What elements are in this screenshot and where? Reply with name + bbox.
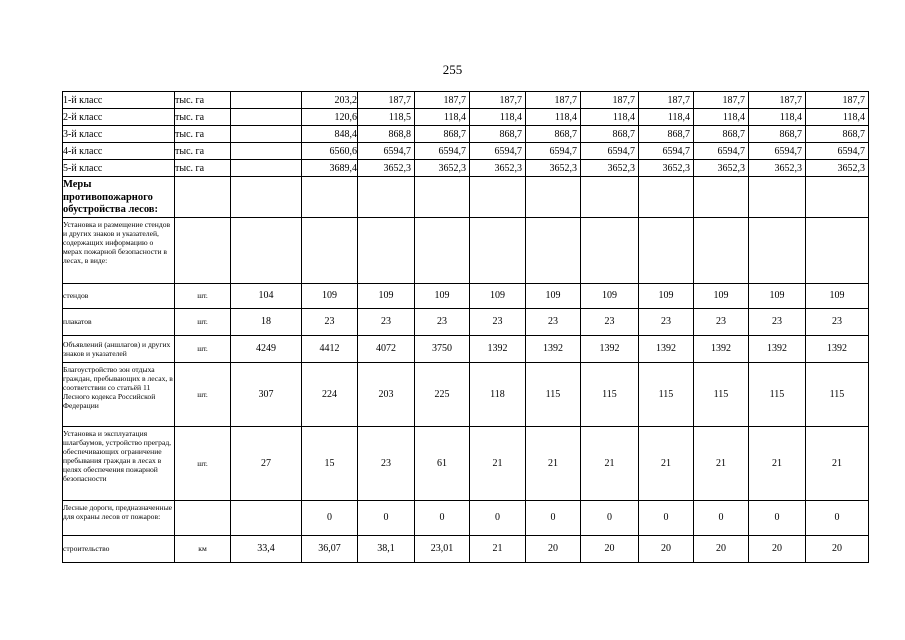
value-cell: 20 bbox=[526, 535, 581, 562]
value-cell: 109 bbox=[581, 283, 639, 308]
value-cell bbox=[694, 217, 749, 283]
value-cell: 187,7 bbox=[806, 92, 869, 109]
unit-cell: тыс. га bbox=[175, 109, 231, 126]
table-row bbox=[63, 160, 869, 177]
row-label: плакатов bbox=[63, 308, 175, 335]
value-cell: 0 bbox=[358, 500, 415, 535]
value-cell: 109 bbox=[639, 283, 694, 308]
value-cell: 6594,7 bbox=[470, 143, 526, 160]
value-cell: 21 bbox=[470, 535, 526, 562]
value-cell: 868,7 bbox=[639, 126, 694, 143]
value-cell bbox=[415, 177, 470, 218]
base-value-cell: 307 bbox=[231, 362, 302, 426]
base-value-cell bbox=[231, 177, 302, 218]
value-cell: 23 bbox=[749, 308, 806, 335]
value-cell: 6594,7 bbox=[639, 143, 694, 160]
value-cell: 115 bbox=[694, 362, 749, 426]
value-cell: 868,7 bbox=[415, 126, 470, 143]
value-cell: 115 bbox=[639, 362, 694, 426]
value-cell bbox=[806, 217, 869, 283]
value-cell: 120,6 bbox=[302, 109, 358, 126]
value-cell: 187,7 bbox=[581, 92, 639, 109]
value-cell: 187,7 bbox=[415, 92, 470, 109]
value-cell: 6594,7 bbox=[526, 143, 581, 160]
value-cell: 118 bbox=[470, 362, 526, 426]
base-value-cell: 18 bbox=[231, 308, 302, 335]
base-value-cell: 27 bbox=[231, 426, 302, 500]
value-cell: 0 bbox=[526, 500, 581, 535]
value-cell: 36,07 bbox=[302, 535, 358, 562]
value-cell: 868,8 bbox=[358, 126, 415, 143]
value-cell: 118,5 bbox=[358, 109, 415, 126]
value-cell: 23 bbox=[415, 308, 470, 335]
unit-cell: шт. bbox=[175, 335, 231, 362]
value-cell: 187,7 bbox=[639, 92, 694, 109]
table-body bbox=[63, 92, 869, 563]
value-cell: 3652,3 bbox=[470, 160, 526, 177]
value-cell: 3652,3 bbox=[415, 160, 470, 177]
value-cell: 0 bbox=[806, 500, 869, 535]
value-cell: 23 bbox=[581, 308, 639, 335]
row-label: 5-й класс bbox=[63, 160, 175, 177]
unit-cell bbox=[175, 177, 231, 218]
value-cell bbox=[806, 177, 869, 218]
value-cell: 868,7 bbox=[806, 126, 869, 143]
value-cell: 23 bbox=[526, 308, 581, 335]
value-cell: 4072 bbox=[358, 335, 415, 362]
table-row bbox=[63, 426, 869, 500]
value-cell: 21 bbox=[749, 426, 806, 500]
table-row bbox=[63, 335, 869, 362]
value-cell: 1392 bbox=[639, 335, 694, 362]
value-cell: 109 bbox=[470, 283, 526, 308]
unit-cell bbox=[175, 217, 231, 283]
value-cell: 21 bbox=[526, 426, 581, 500]
value-cell: 868,7 bbox=[694, 126, 749, 143]
value-cell: 3689,4 bbox=[302, 160, 358, 177]
value-cell: 187,7 bbox=[526, 92, 581, 109]
value-cell: 0 bbox=[415, 500, 470, 535]
table-row bbox=[63, 143, 869, 160]
table-row bbox=[63, 217, 869, 283]
value-cell: 868,7 bbox=[470, 126, 526, 143]
value-cell: 21 bbox=[694, 426, 749, 500]
base-value-cell bbox=[231, 92, 302, 109]
value-cell: 118,4 bbox=[639, 109, 694, 126]
value-cell: 187,7 bbox=[358, 92, 415, 109]
value-cell: 0 bbox=[470, 500, 526, 535]
value-cell: 109 bbox=[694, 283, 749, 308]
value-cell bbox=[358, 217, 415, 283]
row-label: стендов bbox=[63, 283, 175, 308]
value-cell: 868,7 bbox=[581, 126, 639, 143]
value-cell: 6594,7 bbox=[358, 143, 415, 160]
value-cell: 38,1 bbox=[358, 535, 415, 562]
value-cell: 3652,3 bbox=[639, 160, 694, 177]
value-cell: 1392 bbox=[470, 335, 526, 362]
unit-cell: тыс. га bbox=[175, 160, 231, 177]
unit-cell: км bbox=[175, 535, 231, 562]
base-value-cell bbox=[231, 217, 302, 283]
row-label: Установка и размещение стендов и других знаков и указателей, содержащих информацию о мерах пожарной безопасности в лесах, в виде: bbox=[63, 217, 175, 283]
unit-cell: шт. bbox=[175, 426, 231, 500]
row-label: 2-й класс bbox=[63, 109, 175, 126]
base-value-cell: 33,4 bbox=[231, 535, 302, 562]
unit-cell: шт. bbox=[175, 308, 231, 335]
value-cell: 0 bbox=[639, 500, 694, 535]
value-cell bbox=[415, 217, 470, 283]
base-value-cell bbox=[231, 500, 302, 535]
table-row bbox=[63, 92, 869, 109]
value-cell: 868,7 bbox=[749, 126, 806, 143]
value-cell: 3652,3 bbox=[749, 160, 806, 177]
value-cell: 1392 bbox=[749, 335, 806, 362]
value-cell: 6594,7 bbox=[749, 143, 806, 160]
value-cell: 20 bbox=[694, 535, 749, 562]
value-cell: 868,7 bbox=[526, 126, 581, 143]
value-cell: 118,4 bbox=[470, 109, 526, 126]
value-cell: 118,4 bbox=[694, 109, 749, 126]
value-cell: 23,01 bbox=[415, 535, 470, 562]
value-cell bbox=[358, 177, 415, 218]
forest-fire-measures-table bbox=[62, 91, 869, 563]
value-cell: 21 bbox=[581, 426, 639, 500]
value-cell: 20 bbox=[806, 535, 869, 562]
value-cell: 109 bbox=[358, 283, 415, 308]
value-cell bbox=[470, 177, 526, 218]
value-cell: 20 bbox=[581, 535, 639, 562]
value-cell: 225 bbox=[415, 362, 470, 426]
value-cell: 0 bbox=[694, 500, 749, 535]
row-label: строительство bbox=[63, 535, 175, 562]
value-cell: 23 bbox=[358, 426, 415, 500]
row-label: Объявлений (аншлагов) и других знаков и указателей bbox=[63, 335, 175, 362]
value-cell: 115 bbox=[806, 362, 869, 426]
value-cell: 118,4 bbox=[415, 109, 470, 126]
value-cell: 224 bbox=[302, 362, 358, 426]
value-cell: 15 bbox=[302, 426, 358, 500]
value-cell: 109 bbox=[806, 283, 869, 308]
page-number: 255 bbox=[442, 62, 463, 77]
value-cell: 109 bbox=[415, 283, 470, 308]
value-cell: 115 bbox=[526, 362, 581, 426]
value-cell bbox=[470, 217, 526, 283]
value-cell bbox=[639, 177, 694, 218]
value-cell: 6594,7 bbox=[806, 143, 869, 160]
value-cell: 848,4 bbox=[302, 126, 358, 143]
value-cell bbox=[749, 217, 806, 283]
value-cell: 3652,3 bbox=[526, 160, 581, 177]
table-row bbox=[63, 500, 869, 535]
value-cell: 6594,7 bbox=[415, 143, 470, 160]
value-cell: 23 bbox=[470, 308, 526, 335]
value-cell: 21 bbox=[806, 426, 869, 500]
table-row bbox=[63, 283, 869, 308]
row-label: 3-й класс bbox=[63, 126, 175, 143]
unit-cell: тыс. га bbox=[175, 143, 231, 160]
value-cell: 21 bbox=[470, 426, 526, 500]
table-row bbox=[63, 177, 869, 218]
value-cell: 3750 bbox=[415, 335, 470, 362]
value-cell: 187,7 bbox=[749, 92, 806, 109]
value-cell: 109 bbox=[526, 283, 581, 308]
value-cell bbox=[749, 177, 806, 218]
value-cell: 187,7 bbox=[694, 92, 749, 109]
value-cell bbox=[581, 177, 639, 218]
value-cell: 6594,7 bbox=[694, 143, 749, 160]
value-cell: 6594,7 bbox=[581, 143, 639, 160]
value-cell: 23 bbox=[639, 308, 694, 335]
table-row bbox=[63, 308, 869, 335]
value-cell bbox=[526, 217, 581, 283]
value-cell: 3652,3 bbox=[694, 160, 749, 177]
value-cell: 23 bbox=[806, 308, 869, 335]
value-cell: 4412 bbox=[302, 335, 358, 362]
value-cell: 109 bbox=[302, 283, 358, 308]
value-cell: 23 bbox=[694, 308, 749, 335]
unit-cell: шт. bbox=[175, 283, 231, 308]
base-value-cell bbox=[231, 160, 302, 177]
value-cell bbox=[581, 217, 639, 283]
value-cell: 0 bbox=[749, 500, 806, 535]
value-cell: 1392 bbox=[694, 335, 749, 362]
value-cell: 118,4 bbox=[526, 109, 581, 126]
value-cell: 61 bbox=[415, 426, 470, 500]
base-value-cell bbox=[231, 126, 302, 143]
value-cell: 0 bbox=[302, 500, 358, 535]
value-cell: 1392 bbox=[526, 335, 581, 362]
value-cell: 3652,3 bbox=[581, 160, 639, 177]
value-cell: 118,4 bbox=[581, 109, 639, 126]
value-cell: 118,4 bbox=[806, 109, 869, 126]
row-label: Меры противопожарного обустройства лесов: bbox=[63, 177, 175, 218]
value-cell: 21 bbox=[639, 426, 694, 500]
unit-cell: тыс. га bbox=[175, 126, 231, 143]
value-cell: 109 bbox=[749, 283, 806, 308]
table-row bbox=[63, 109, 869, 126]
value-cell: 3652,3 bbox=[806, 160, 869, 177]
base-value-cell: 104 bbox=[231, 283, 302, 308]
value-cell: 20 bbox=[749, 535, 806, 562]
value-cell bbox=[526, 177, 581, 218]
value-cell: 1392 bbox=[581, 335, 639, 362]
table-row bbox=[63, 126, 869, 143]
value-cell bbox=[302, 177, 358, 218]
base-value-cell: 4249 bbox=[231, 335, 302, 362]
table-row bbox=[63, 535, 869, 562]
row-label: Благоустройство зон отдыха граждан, пребывающих в лесах, в соответствии со статьёй 11 Лесного кодекса Российской Федерации bbox=[63, 362, 175, 426]
value-cell bbox=[639, 217, 694, 283]
value-cell: 118,4 bbox=[749, 109, 806, 126]
value-cell: 20 bbox=[639, 535, 694, 562]
unit-cell: шт. bbox=[175, 362, 231, 426]
value-cell bbox=[302, 217, 358, 283]
row-label: Лесные дороги, предназначенные для охраны лесов от пожаров: bbox=[63, 500, 175, 535]
unit-cell bbox=[175, 500, 231, 535]
value-cell: 187,7 bbox=[470, 92, 526, 109]
value-cell: 115 bbox=[581, 362, 639, 426]
base-value-cell bbox=[231, 109, 302, 126]
row-label: 1-й класс bbox=[63, 92, 175, 109]
value-cell: 0 bbox=[581, 500, 639, 535]
value-cell: 3652,3 bbox=[358, 160, 415, 177]
row-label: 4-й класс bbox=[63, 143, 175, 160]
value-cell: 203,2 bbox=[302, 92, 358, 109]
table-row bbox=[63, 362, 869, 426]
value-cell: 23 bbox=[358, 308, 415, 335]
value-cell: 6560,6 bbox=[302, 143, 358, 160]
value-cell: 1392 bbox=[806, 335, 869, 362]
row-label: Установка и эксплуатация шлагбаумов, устройство преград, обеспечивающих ограничение пребывания граждан в лесах в целях обеспечения пожарной безопасности bbox=[63, 426, 175, 500]
value-cell bbox=[694, 177, 749, 218]
value-cell: 23 bbox=[302, 308, 358, 335]
unit-cell: тыс. га bbox=[175, 92, 231, 109]
value-cell: 203 bbox=[358, 362, 415, 426]
value-cell: 115 bbox=[749, 362, 806, 426]
base-value-cell bbox=[231, 143, 302, 160]
